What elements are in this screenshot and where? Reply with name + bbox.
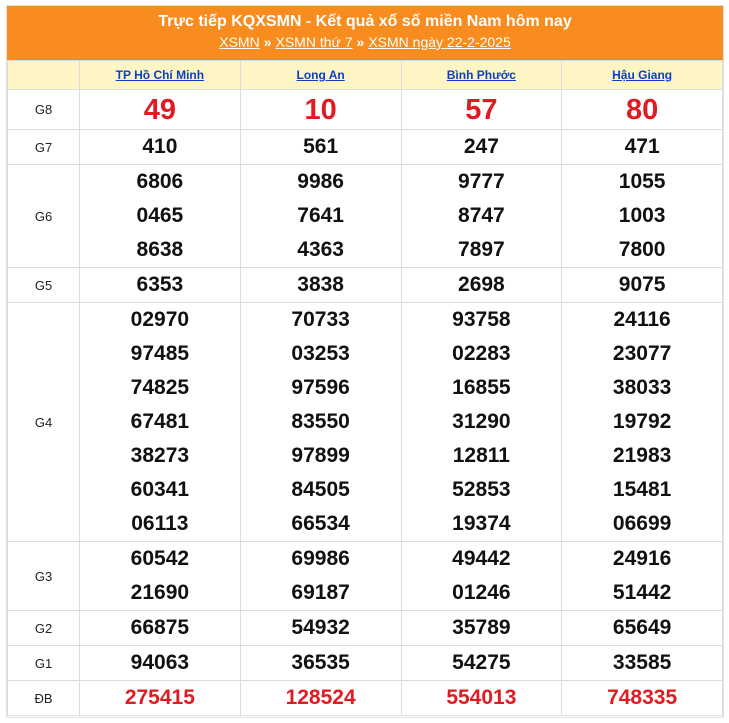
prize-table-body bbox=[8, 90, 723, 716]
result-cell bbox=[80, 165, 241, 268]
result-number: 83550 bbox=[291, 410, 350, 433]
result-cell bbox=[240, 165, 401, 268]
prize-row-special bbox=[8, 681, 723, 716]
result-number: 554013 bbox=[446, 686, 517, 709]
results-header bbox=[7, 6, 723, 60]
result-cell bbox=[80, 611, 241, 646]
result-number: 38033 bbox=[612, 376, 672, 399]
result-cell bbox=[562, 542, 723, 611]
result-cell bbox=[80, 646, 241, 681]
prize-row-g1 bbox=[8, 646, 723, 681]
prize-label: ĐB bbox=[8, 681, 80, 716]
result-cell bbox=[401, 303, 562, 542]
result-number: 19792 bbox=[612, 410, 672, 433]
result-number: 7641 bbox=[297, 204, 344, 227]
result-number: 3838 bbox=[297, 273, 344, 296]
prize-row-g4 bbox=[8, 303, 723, 542]
result-number: 06699 bbox=[612, 512, 672, 535]
result-number: 7800 bbox=[618, 238, 666, 261]
result-cell bbox=[80, 303, 241, 542]
prize-label: G2 bbox=[8, 611, 80, 646]
result-number: 247 bbox=[463, 135, 499, 158]
result-cell bbox=[240, 303, 401, 542]
result-number: 561 bbox=[303, 135, 339, 158]
result-number: 69986 bbox=[291, 547, 350, 570]
result-number: 36535 bbox=[291, 651, 350, 674]
result-number: 9777 bbox=[458, 170, 505, 193]
result-cell bbox=[562, 303, 723, 542]
result-number: 57 bbox=[465, 93, 498, 126]
prize-row-g2 bbox=[8, 611, 723, 646]
province-header-binh-phuoc bbox=[401, 61, 562, 90]
result-number: 70733 bbox=[291, 308, 350, 331]
result-cell bbox=[562, 646, 723, 681]
result-number: 24916 bbox=[612, 547, 672, 570]
breadcrumb-link-xsmn[interactable]: XSMN bbox=[219, 34, 260, 50]
result-cell bbox=[240, 542, 401, 611]
province-link-hau-giang[interactable]: Hậu Giang bbox=[612, 68, 673, 82]
province-link-long-an[interactable]: Long An bbox=[296, 68, 345, 82]
prize-label: G8 bbox=[8, 90, 80, 130]
result-cell bbox=[80, 90, 241, 130]
prize-label: G7 bbox=[8, 130, 80, 165]
result-number: 16855 bbox=[452, 376, 511, 399]
breadcrumb bbox=[7, 32, 723, 52]
result-number: 471 bbox=[624, 135, 660, 158]
result-number: 03253 bbox=[291, 342, 350, 365]
result-cell bbox=[80, 681, 241, 716]
province-header-hau-giang bbox=[562, 61, 723, 90]
result-number: 8747 bbox=[458, 204, 505, 227]
result-cell bbox=[240, 130, 401, 165]
result-cell bbox=[562, 611, 723, 646]
result-number: 1055 bbox=[618, 170, 666, 193]
result-number: 0465 bbox=[136, 204, 184, 227]
result-number: 84505 bbox=[291, 478, 350, 501]
result-cell bbox=[562, 90, 723, 130]
result-number: 12811 bbox=[452, 444, 510, 467]
result-number: 128524 bbox=[285, 686, 356, 709]
result-number: 69187 bbox=[291, 581, 350, 604]
result-number: 410 bbox=[142, 135, 178, 158]
result-cell bbox=[240, 611, 401, 646]
prize-label: G5 bbox=[8, 268, 80, 303]
prize-row-g3 bbox=[8, 542, 723, 611]
result-number: 49 bbox=[143, 93, 176, 126]
result-number: 10 bbox=[304, 93, 337, 126]
result-number: 94063 bbox=[130, 651, 190, 674]
result-number: 51442 bbox=[612, 581, 672, 604]
prize-label: G1 bbox=[8, 646, 80, 681]
prize-row-g6 bbox=[8, 165, 723, 268]
result-number: 9075 bbox=[618, 273, 666, 296]
result-number: 49442 bbox=[452, 547, 511, 570]
breadcrumb-separator: » bbox=[263, 34, 272, 50]
result-number: 52853 bbox=[452, 478, 511, 501]
result-number: 01246 bbox=[452, 581, 511, 604]
prize-label: G3 bbox=[8, 542, 80, 611]
result-cell bbox=[562, 268, 723, 303]
result-cell bbox=[240, 681, 401, 716]
result-number: 38273 bbox=[130, 444, 190, 467]
breadcrumb-link-xsmn-date[interactable]: XSMN ngày 22-2-2025 bbox=[368, 34, 511, 50]
result-cell bbox=[401, 646, 562, 681]
result-number: 67481 bbox=[130, 410, 190, 433]
result-number: 21983 bbox=[612, 444, 672, 467]
result-number: 275415 bbox=[124, 686, 195, 709]
result-cell bbox=[240, 90, 401, 130]
result-number: 02970 bbox=[130, 308, 190, 331]
result-number: 93758 bbox=[452, 308, 511, 331]
province-link-hcm[interactable]: TP Hồ Chí Minh bbox=[115, 68, 205, 82]
result-number: 6806 bbox=[136, 170, 184, 193]
result-number: 21690 bbox=[130, 581, 190, 604]
result-cell bbox=[562, 165, 723, 268]
result-number: 15481 bbox=[612, 478, 672, 501]
result-number: 6353 bbox=[136, 273, 184, 296]
result-number: 8638 bbox=[136, 238, 184, 261]
breadcrumb-separator: » bbox=[356, 34, 365, 50]
prize-row-g7 bbox=[8, 130, 723, 165]
result-number: 06113 bbox=[131, 512, 189, 535]
result-number: 66534 bbox=[291, 512, 350, 535]
result-cell bbox=[562, 130, 723, 165]
result-number: 97596 bbox=[291, 376, 350, 399]
result-number: 74825 bbox=[130, 376, 190, 399]
results-table bbox=[7, 60, 723, 716]
result-number: 31290 bbox=[452, 410, 511, 433]
result-number: 24116 bbox=[613, 308, 671, 331]
result-cell bbox=[401, 165, 562, 268]
result-number: 54932 bbox=[291, 616, 350, 639]
result-cell bbox=[401, 542, 562, 611]
prize-column-header bbox=[8, 61, 80, 90]
result-cell bbox=[401, 90, 562, 130]
result-cell bbox=[80, 542, 241, 611]
result-number: 33585 bbox=[612, 651, 672, 674]
page-title: Trực tiếp KQXSMN - Kết quả xổ số miền Nam hôm nay bbox=[158, 13, 572, 30]
result-number: 1003 bbox=[618, 204, 666, 227]
result-number: 97485 bbox=[130, 342, 190, 365]
result-cell bbox=[240, 268, 401, 303]
prize-label: G6 bbox=[8, 165, 80, 268]
breadcrumb-link-xsmn-thu-7[interactable]: XSMN thứ 7 bbox=[275, 34, 353, 50]
prize-row-g8 bbox=[8, 90, 723, 130]
prize-row-g5 bbox=[8, 268, 723, 303]
province-link-binh-phuoc[interactable]: Bình Phước bbox=[446, 68, 516, 82]
result-number: 60542 bbox=[130, 547, 190, 570]
result-cell bbox=[401, 681, 562, 716]
result-number: 7897 bbox=[458, 238, 505, 261]
result-number: 54275 bbox=[452, 651, 511, 674]
result-number: 748335 bbox=[607, 686, 678, 709]
result-number: 23077 bbox=[612, 342, 672, 365]
province-header-long-an bbox=[240, 61, 401, 90]
result-cell bbox=[80, 268, 241, 303]
prize-label: G4 bbox=[8, 303, 80, 542]
result-cell bbox=[401, 611, 562, 646]
result-cell bbox=[240, 646, 401, 681]
result-cell bbox=[562, 681, 723, 716]
result-number: 80 bbox=[625, 93, 659, 126]
result-number: 65649 bbox=[612, 616, 672, 639]
result-number: 2698 bbox=[458, 273, 505, 296]
result-cell bbox=[401, 130, 562, 165]
result-number: 35789 bbox=[452, 616, 511, 639]
province-header-hcm bbox=[80, 61, 241, 90]
result-number: 60341 bbox=[130, 478, 190, 501]
province-header-row bbox=[8, 61, 723, 90]
result-number: 4363 bbox=[297, 238, 344, 261]
result-number: 02283 bbox=[452, 342, 511, 365]
result-number: 19374 bbox=[452, 512, 511, 535]
result-number: 97899 bbox=[291, 444, 350, 467]
result-number: 9986 bbox=[297, 170, 344, 193]
results-panel bbox=[6, 5, 724, 718]
result-number: 66875 bbox=[130, 616, 190, 639]
result-cell bbox=[401, 268, 562, 303]
result-cell bbox=[80, 130, 241, 165]
